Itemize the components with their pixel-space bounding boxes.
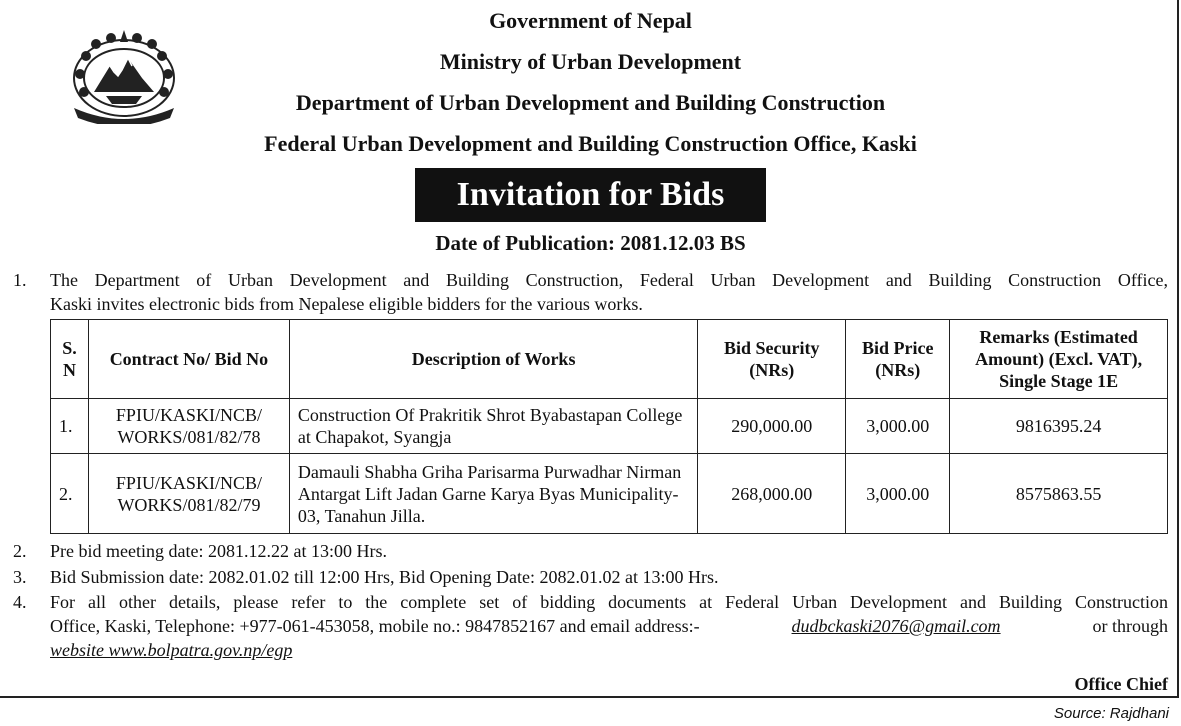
header-description: Description of Works — [289, 320, 697, 399]
publication-date: Date of Publication: 2081.12.03 BS — [435, 231, 746, 255]
row-contract-no: FPIU/KASKI/NCB/ WORKS/081/82/78 — [88, 399, 289, 454]
prebid-meeting: Pre bid meeting date: 2081.12.22 at 13:00 Hrs. — [50, 541, 387, 561]
source-credit: Source: Rajdhani — [1053, 705, 1169, 722]
header-department: Department of Urban Development and Building Construction — [295, 90, 886, 115]
table-header-row — [51, 320, 1168, 399]
header-government: Government of Nepal — [489, 8, 692, 33]
table-row — [51, 399, 1168, 454]
header-ministry: Ministry of Urban Development — [439, 49, 742, 74]
notice-title: Invitation for Bids — [415, 168, 766, 222]
email-link[interactable]: dudbckaski2076@gmail.com — [791, 616, 1001, 636]
header-bid-security: Bid Security (NRs) — [698, 320, 846, 399]
row-bid-security: 268,000.00 — [698, 454, 846, 534]
header-contract-no: Contract No/ Bid No — [88, 320, 289, 399]
row-remarks: 9816395.24 — [950, 399, 1168, 454]
header-sn: S. N — [51, 320, 89, 399]
item-number-4: 4. — [13, 592, 27, 612]
row-description: Construction Of Prakritik Shrot Byabastapan College at Chapakot, Syangja — [289, 399, 697, 454]
item-number-1: 1. — [13, 270, 27, 290]
details-text: Office, Kaski, Telephone: +977-061-453058, mobile no.: 9847852167 and email address:- — [50, 616, 700, 636]
details-line-1: For all other details, please refer to the complete set of bidding documents at Federal Urban Development and Building Construction — [50, 592, 1168, 612]
row-description: Damauli Shabha Griha Parisarma Purwadhar Nirman Antargat Lift Jadan Garne Karya Byas Municipality-03, Tanahun Jilla. — [289, 454, 697, 534]
row-remarks: 8575863.55 — [950, 454, 1168, 534]
item-number-2: 2. — [13, 541, 27, 561]
row-bid-security: 290,000.00 — [698, 399, 846, 454]
bid-submission: Bid Submission date: 2082.01.02 till 12:00 Hrs, Bid Opening Date: 2082.01.02 at 13:00 Hrs. — [50, 567, 719, 587]
website-row — [50, 638, 292, 662]
row-sn: 2. — [51, 454, 89, 534]
header-remarks: Remarks (Estimated Amount) (Excl. VAT), Single Stage 1E — [950, 320, 1168, 399]
item-number-3: 3. — [13, 567, 27, 587]
row-contract-no: FPIU/KASKI/NCB/ WORKS/081/82/79 — [88, 454, 289, 534]
intro-line-1: The Department of Urban Development and Building Construction, Federal Urban Development and Building Construction Office, — [50, 270, 1168, 290]
header-bid-price: Bid Price (NRs) — [846, 320, 950, 399]
row-bid-price: 3,000.00 — [846, 399, 950, 454]
row-sn: 1. — [51, 399, 89, 454]
header-office: Federal Urban Development and Building Construction Office, Kaski — [264, 131, 917, 156]
row-bid-price: 3,000.00 — [846, 454, 950, 534]
table-row — [51, 454, 1168, 534]
intro-line-2: Kaski invites electronic bids from Nepalese eligible bidders for the various works. — [50, 294, 643, 314]
bids-table — [50, 319, 1168, 534]
details-line-2 — [50, 614, 1168, 638]
details-through: or through — [1092, 616, 1168, 636]
website-link[interactable]: website www.bolpatra.gov.np/egp — [50, 640, 293, 660]
signature: Office Chief — [1074, 674, 1168, 694]
